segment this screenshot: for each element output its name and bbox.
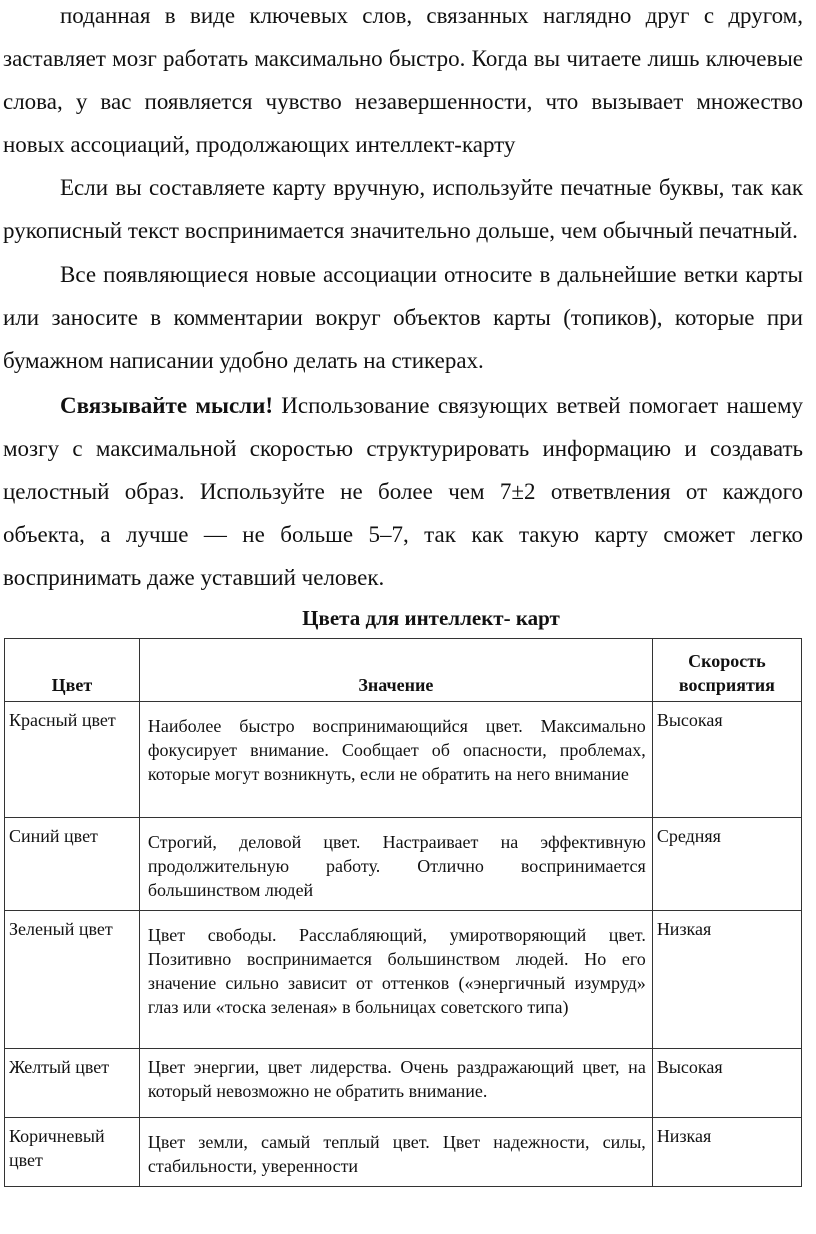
table-header-row [5,639,802,702]
paragraph-handwriting: Если вы составляете карту вручную, используйте печатные буквы, так как рукописный текст воспринимается значительно дольше, чем обычный печатный. [3,175,803,243]
row-color-meaning: Строгий, деловой цвет. Настраивает на эффективную продолжительную работу. Отлично воспринимается большинством людей [139,818,652,911]
link-thoughts-heading: Связывайте мысли! [60,393,273,418]
row-color-speed: Средняя [652,818,801,911]
row-color-name: Коричневый цвет [5,1118,140,1187]
link-thoughts-text: Использование связующих ветвей помогает нашему мозгу с максимальной скоростью структурировать информацию и создавать целостный образ. Используйте не более чем 7±2 ответвления от каждого объекта, а лучше — не больше 5–7, так как такую карту сможет легко воспринимать даже уставший человек. [3,393,803,590]
row-color-speed: Высокая [652,702,801,818]
table-row [5,1118,802,1187]
row-color-speed: Низкая [652,1118,801,1187]
paragraph-associations: Все появляющиеся новые ассоциации относите в дальнейшие ветки карты или заносите в комментарии вокруг объектов карты (топиков), которые при бумажном написании удобно делать на стикерах. [3,262,803,373]
table-title: Цвета для интеллект- карт [302,606,560,630]
header-meaning: Значение [139,639,652,702]
paragraph-keywords: поданная в виде ключевых слов, связанных наглядно друг с другом, заставляет мозг работать максимально быстро. Когда вы читаете лишь ключевые слова, у вас появляется чувство незавершенности, что вызывает множество новых ассоциаций, продолжающих интеллект-карту [3,3,803,157]
header-color: Цвет [5,639,140,702]
table-row [5,1049,802,1118]
table-row [5,702,802,818]
row-color-meaning: Цвет энергии, цвет лидерства. Очень раздражающий цвет, на который невозможно не обратить внимание. [139,1049,652,1118]
row-color-name: Синий цвет [5,818,140,911]
table-row [5,818,802,911]
row-color-speed: Высокая [652,1049,801,1118]
row-color-name: Красный цвет [5,702,140,818]
paragraph-link-thoughts [3,384,803,599]
row-color-meaning: Цвет земли, самый теплый цвет. Цвет надежности, силы, стабильности, уверенности [139,1118,652,1187]
row-color-name: Зеленый цвет [5,911,140,1049]
row-color-name: Желтый цвет [5,1049,140,1118]
header-speed: Скорость восприятия [652,639,801,702]
table-row [5,911,802,1049]
row-color-meaning: Цвет свободы. Расслабляющий, умиротворяющий цвет. Позитивно воспринимается большинством людей. Но его значение сильно зависит от оттенков («энергичный изумруд» глаз или «тоска зеленая» в больницах советского типа) [139,911,652,1049]
row-color-meaning: Наиболее быстро воспринимающийся цвет. Максимально фокусирует внимание. Сообщает об опасности, проблемах, которые могут возникнуть, если не обратить на него внимание [139,702,652,818]
colors-table [4,638,802,1187]
row-color-speed: Низкая [652,911,801,1049]
